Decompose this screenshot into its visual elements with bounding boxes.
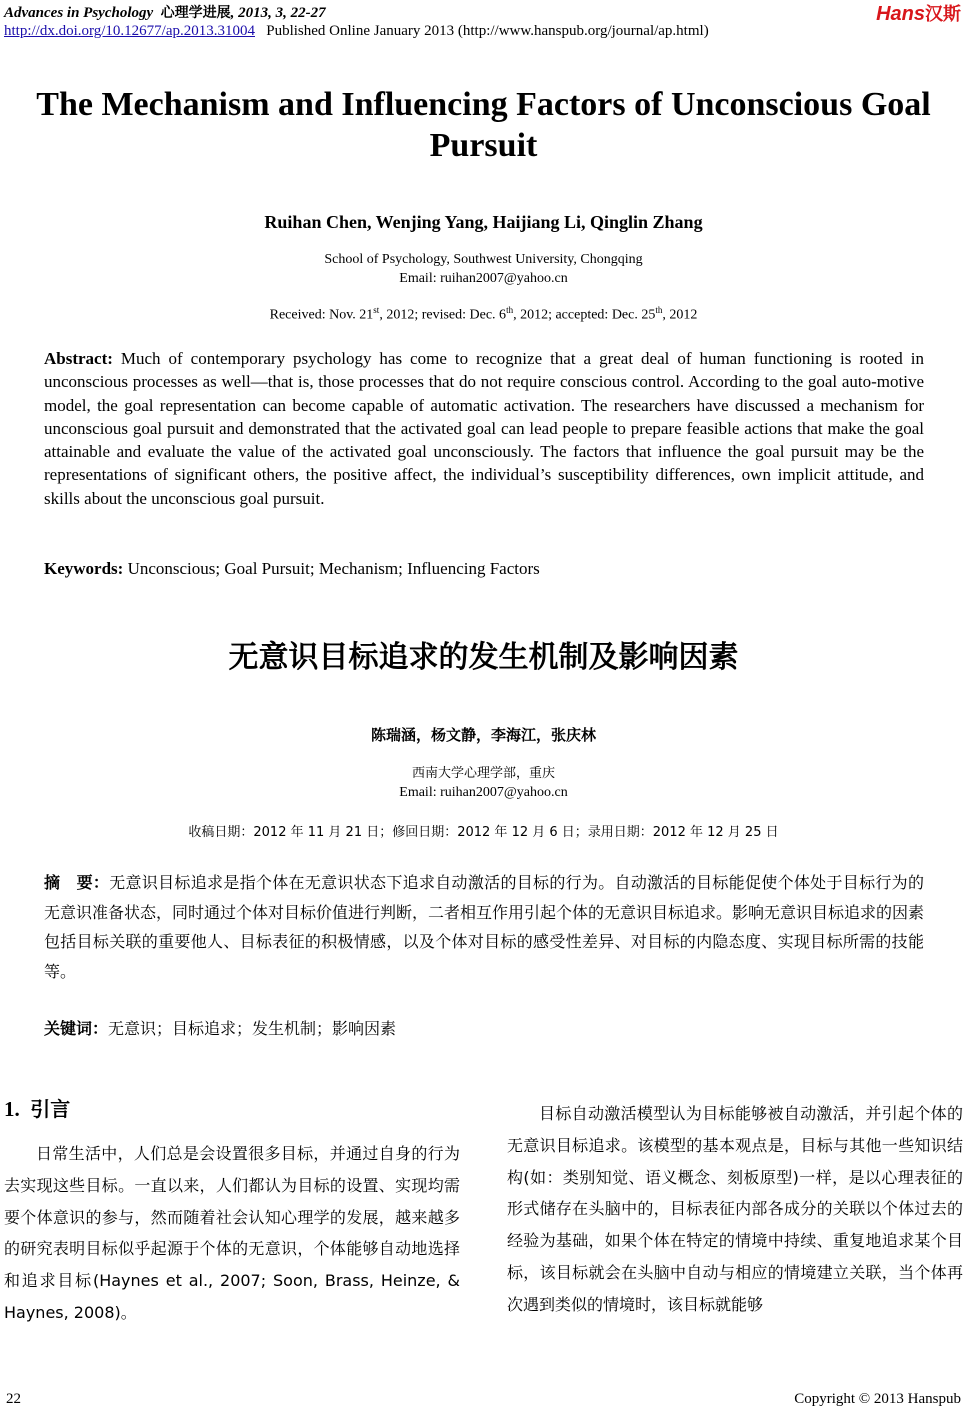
accepted-sup: th (655, 305, 663, 315)
received-sup: st (373, 305, 380, 315)
logo-text-en: Hans (876, 3, 925, 25)
volume-info: , 2013, 3, 22-27 (230, 5, 326, 21)
authors: Ruihan Chen, Wenjing Yang, Haijiang Li, Qinglin Zhang (264, 212, 703, 232)
keywords-label: Keywords: (44, 559, 124, 578)
keywords-cn (44, 1016, 924, 1039)
abstract-label-cn: 摘 要： (44, 873, 110, 892)
section-heading (4, 1093, 70, 1122)
abstract-text: Much of contemporary psychology has come to recognize that a great deal of human functioning is rooted in unconscious processes as well—that is, those processes that do not require conscious control. According to the goal auto-motive model, the goal representation can become capable of automatic activation. The researchers have discussed a mechanism for unconscious goal pursuit and demonstrated that the activated goal can lead people to prepare feasible actions that make the goal attainable and evaluate the value of the activated goal unconsciously. The factors that influence the goal pursuit may be the representations of significant others, the positive affect, the individual’s susceptibility differences, own implicit attitude, and skills about the unconscious goal pursuit. (44, 349, 924, 508)
published-info: Published Online January 2013 (http://www.hanspub.org/journal/ap.html) (266, 23, 709, 39)
copyright: Copyright © 2013 Hanspub (794, 1391, 961, 1407)
accepted-date: , 2012; accepted: Dec. 25 (513, 307, 656, 323)
paper-title-cn: 无意识目标追求的发生机制及影响因素 (228, 640, 739, 675)
abstract-text-cn: 无意识目标追求是指个体在无意识状态下追求自动激活的目标的行为。自动激活的目标能促使个体处于目标行为的无意识准备状态，同时通过个体对目标价值进行判断，二者相互作用引起个体的无意识目标追求。影响无意识目标追求的因素包括目标关联的重要他人、目标表征的积极情感，以及个体对目标的感受性差异、对目标的内隐态度、实现目标所需的技能等。 (44, 873, 925, 981)
email: Email: ruihan2007@yahoo.cn (399, 271, 568, 286)
doi-link[interactable]: http://dx.doi.org/10.12677/ap.2013.31004 (4, 23, 255, 39)
abstract (44, 347, 924, 510)
publication-line (4, 23, 709, 40)
dates-cn: 收稿日期：2012 年 11 月 21 日；修回日期：2012 年 12 月 6 日；录用日期：2012 年 12 月 25 日 (188, 825, 779, 840)
page-number: 22 (6, 1391, 21, 1407)
right-column-paragraph: 目标自动激活模型认为目标能够被自动激活，并引起个体的无意识目标追求。该模型的基本观点是，目标与其他一些知识结构(如：类别知觉、语义概念、刻板原型)一样，是以心理表征的形式储存在头脑中的，目标表征内部各成分的关联以个体过去的经验为基础，如果个体在特定的情境中持续、重复地追求某个目标，该目标就会在头脑中自动与相应的情境建立关联，当个体再次遇到类似的情境时，该目标就能够 (507, 1104, 963, 1314)
logo-text-cn: 汉斯 (925, 4, 961, 25)
affiliation-block-cn (0, 764, 967, 802)
dates (0, 305, 967, 324)
keywords-text: Unconscious; Goal Pursuit; Mechanism; Influencing Factors (123, 559, 540, 578)
revised-sup: th (506, 305, 514, 315)
received-date: Received: Nov. 21 (269, 307, 374, 323)
keywords-text-cn: 无意识；目标追求；发生机制；影响因素 (108, 1019, 397, 1038)
dates-suffix: , 2012 (662, 307, 698, 323)
keywords-label-cn: 关键词： (44, 1019, 109, 1038)
paper-title: The Mechanism and Influencing Factors of Unconscious Goal Pursuit (36, 86, 931, 164)
authors-cn: 陈瑞涵，杨文静，李海江，张庆林 (370, 726, 596, 744)
section-number: 1. (4, 1097, 20, 1121)
affiliation-cn: 西南大学心理学部，重庆 (411, 766, 555, 781)
hans-logo (876, 0, 961, 26)
affiliation-block (0, 250, 967, 288)
email-cn: Email: ruihan2007@yahoo.cn (399, 785, 568, 800)
abstract-label: Abstract: (44, 349, 113, 368)
journal-name-cn: 心理学进展 (160, 5, 231, 21)
keywords (44, 559, 924, 579)
revised-date: , 2012; revised: Dec. 6 (379, 307, 507, 323)
affiliation: School of Psychology, Southwest University, Chongqing (324, 252, 643, 267)
abstract-cn (44, 868, 924, 986)
journal-name: Advances in Psychology (4, 5, 154, 21)
section-title: 引言 (30, 1097, 71, 1121)
left-column-paragraph: 日常生活中，人们总是会设置很多目标，并通过自身的行为去实现这些目标。一直以来，人们都认为目标的设置、实现均需要个体意识的参与，然而随着社会认知心理学的发展，越来越多的研究表明目标似乎起源于个体的无意识，个体能够自动地选择和追求目标(Haynes et al., 2007; Soon, Brass, Heinze, & Haynes, 2008)。 (4, 1144, 460, 1322)
journal-header (4, 2, 326, 22)
